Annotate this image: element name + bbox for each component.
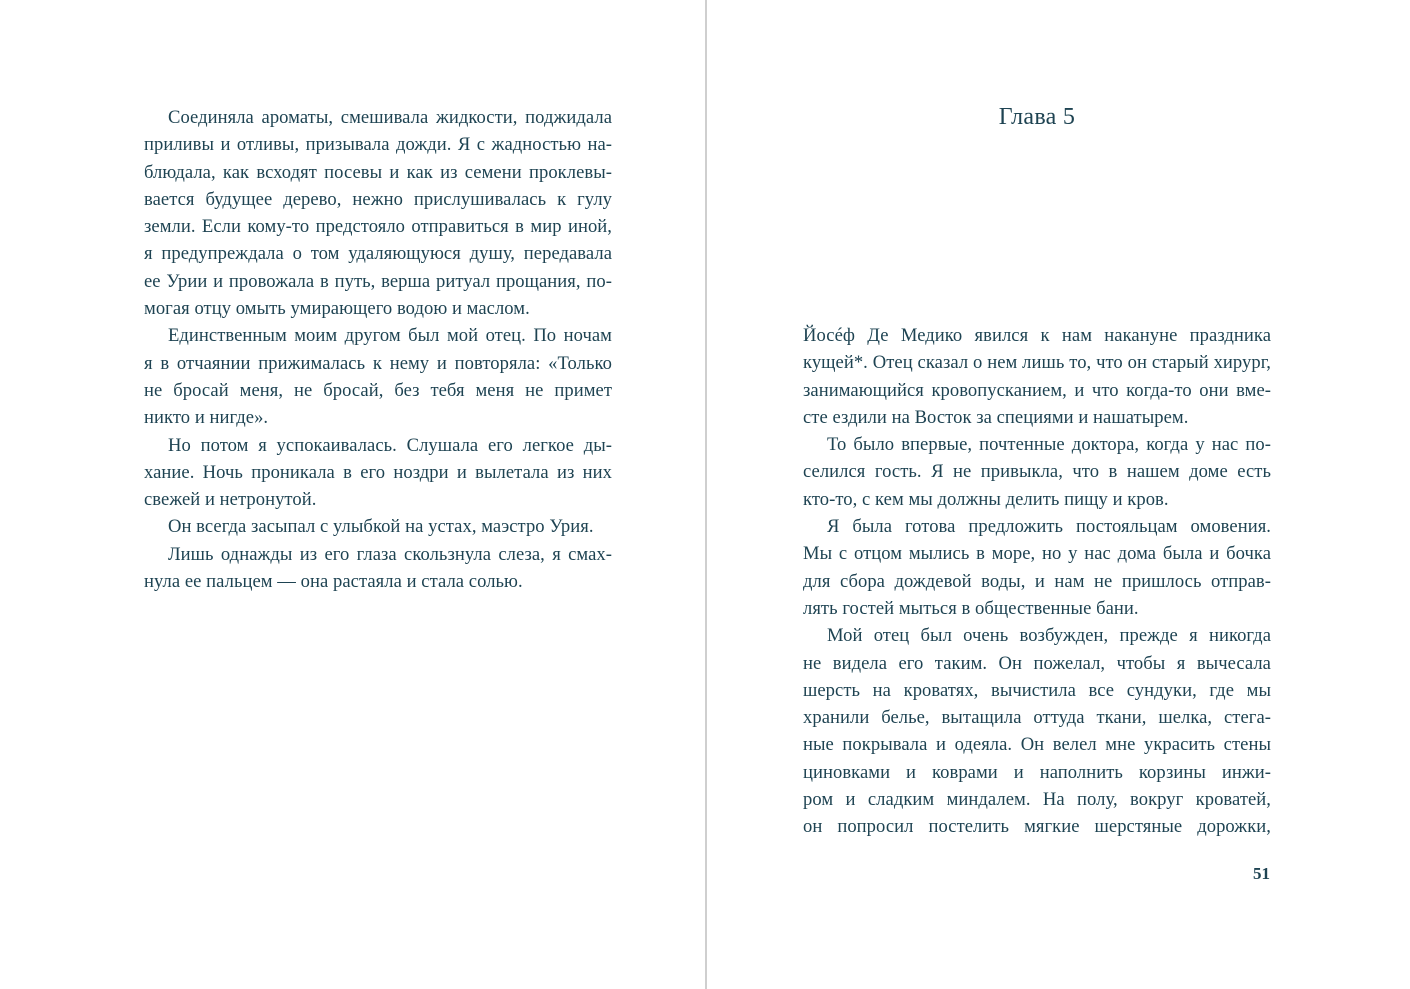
text-line: кущей*. Отец сказал о нем лишь то, что он старый хирург, — [803, 352, 1271, 374]
right-page-body — [803, 322, 1271, 841]
left-page-body — [144, 104, 612, 595]
text-line: хранили белье, вытащила оттуда ткани, шелка, стега- — [803, 707, 1271, 729]
text-line: Я была готова предложить постояльцам омовения. — [827, 516, 1271, 538]
text-line: нула ее пальцем — она растаяла и стала солью. — [144, 571, 523, 593]
text-line: ром и сладким миндалем. На полу, вокруг кроватей, — [803, 789, 1271, 811]
text-line: Единственным моим другом был мой отец. По ночам — [168, 325, 612, 347]
text-line: занимающийся кровопусканием, и что когда-то они вме- — [803, 379, 1271, 401]
text-line: свежей и нетронутой. — [144, 489, 317, 511]
text-line: приливы и отливы, призывала дожди. Я с жадностью на- — [144, 134, 612, 156]
text-line: Лишь однажды из его глаза скользнула слеза, я смах- — [168, 543, 612, 565]
text-line: могая отцу омыть умирающего водою и маслом. — [144, 298, 530, 320]
text-line: Мой отец был очень возбужден, прежде я никогда — [827, 625, 1271, 647]
text-line: ее Урии и провожала в путь, верша ритуал прощания, по- — [144, 270, 612, 292]
text-line: блюдала, как всходят посевы и как из семени проклевы- — [144, 161, 612, 183]
text-line: шерсть на кроватях, вычистила все сундуки, где мы — [803, 679, 1271, 701]
text-line: кто-то, с кем мы должны делить пищу и кров. — [803, 488, 1169, 510]
text-line: я предупреждала о том удаляющуюся душу, передавала — [144, 243, 612, 265]
text-line: вается будущее дерево, нежно прислушивалась к гулу — [144, 188, 612, 210]
text-line: не бросай меня, не бросай, без тебя меня не примет — [144, 379, 612, 401]
text-line: сте ездили на Восток за специями и нашатырем. — [803, 406, 1189, 428]
text-line: ные покрывала и одеяла. Он велел мне украсить стены — [803, 734, 1271, 756]
chapter-title: Глава 5 — [998, 104, 1076, 130]
text-line: Мы с отцом мылись в море, но у нас дома была и бочка — [803, 543, 1271, 565]
text-line: Йосéф Де Медико явился к нам накануне праздника — [803, 325, 1271, 346]
text-line: земли. Если кому-то предстояло отправиться в мир иной, — [144, 216, 612, 238]
text-line: То было впервые, почтенные доктора, когда у нас по- — [827, 434, 1271, 456]
page-number: 51 — [1253, 864, 1270, 883]
text-line: циновками и коврами и наполнить корзины инжи- — [803, 761, 1271, 783]
text-line: хание. Ночь проникала в его ноздри и вылетала из них — [144, 461, 612, 483]
text-line: Он всегда засыпал с улыбкой на устах, маэстро Урия. — [168, 516, 594, 538]
text-line: для сбора дождевой воды, и нам не пришлось отправ- — [803, 570, 1271, 592]
text-line: он попросил постелить мягкие шерстяные дорожки, — [803, 816, 1271, 838]
text-line: я в отчаянии прижималась к нему и повторяла: «Только — [144, 352, 612, 374]
text-line: никто и нигде». — [144, 407, 269, 429]
text-line: селился гость. Я не привыкла, что в нашем доме есть — [803, 461, 1271, 483]
text-line: лять гостей мыться в общественные бани. — [803, 597, 1139, 619]
text-line: Соединяла ароматы, смешивала жидкости, поджидала — [168, 107, 612, 128]
text-line: Но потом я успокаивалась. Слушала его легкое ды- — [168, 434, 612, 456]
text-line: не видела его таким. Он пожелал, чтобы я вычесала — [803, 652, 1271, 674]
